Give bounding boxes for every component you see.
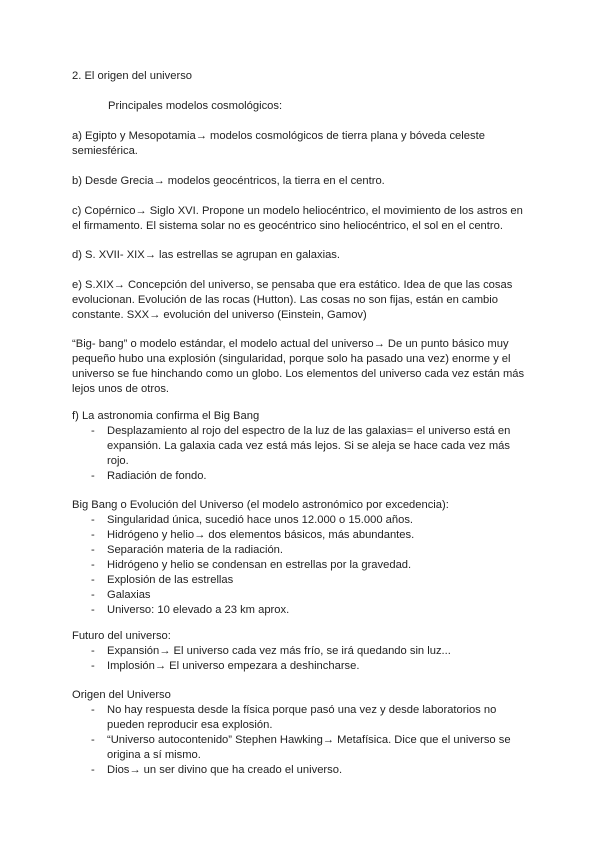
subtitle: Principales modelos cosmológicos: [108, 100, 283, 112]
list-item: - Hidrógeno y helio se condensan en estrellas por la gravedad. [72, 558, 532, 573]
list-item: - Dios→ un ser divino que ha creado el universo. [72, 763, 532, 778]
list-item: - Desplazamiento al rojo del espectro de la luz de las galaxias= el universo está en expansión. La galaxia cada vez está más lejos. Si se aleja se hace cada vez más rojo. [72, 424, 532, 469]
list-item: - No hay respuesta desde la física porque pasó una vez y desde laboratorios no pueden reproducir esa explosión. [72, 703, 532, 733]
list-item: - Galaxias [72, 588, 532, 603]
model-c: c) Copérnico→ Siglo XVI. Propone un modelo heliocéntrico, el movimiento de los astros en el firmamento. El sistema solar no es geocéntrico sino heliocéntrico, el sol en el centro. [72, 205, 523, 232]
list-item: - Separación materia de la radiación. [72, 543, 532, 558]
evolution-list [72, 513, 532, 618]
list-item: - Singularidad única, sucedió hace unos 12.000 o 15.000 años. [72, 513, 532, 528]
future-heading: Futuro del universo: [72, 630, 171, 642]
bigbang-paragraph: “Big- bang” o modelo estándar, el modelo actual del universo→ De un punto básico muy pequeño hubo una explosión (singularidad, porque solo ha pasado una vez) enorme y el universo se fue hinchando como un globo. Los elementos del universo cada vez están más lejos unos de otros. [72, 338, 525, 395]
origin-list [72, 703, 532, 778]
model-a: a) Egipto y Mesopotamia→ modelos cosmológicos de tierra plana y bóveda celeste semiesférica. [72, 130, 485, 157]
list-item: - Expansión→ El universo cada vez más frío, se irá quedando sin luz... [72, 644, 532, 659]
model-e: e) S.XIX→ Concepción del universo, se pensaba que era estático. Idea de que las cosas evolucionan. Evolución de las rocas (Hutton). Las cosas no son fijas, están en cambio constante. SXX→ evolución del universo (Einstein, Gamov) [72, 279, 513, 321]
model-b: b) Desde Grecia→ modelos geocéntricos, la tierra en el centro. [72, 175, 385, 187]
section-title: 2. El origen del universo [72, 70, 193, 82]
origin-heading: Origen del Universo [72, 689, 171, 701]
list-item: - Implosión→ El universo empezara a deshincharse. [72, 659, 532, 674]
list-item: - Explosión de las estrellas [72, 573, 532, 588]
future-list [72, 644, 532, 674]
astronomy-heading: f) La astronomia confirma el Big Bang [72, 410, 260, 422]
astronomy-list [72, 424, 532, 484]
model-d: d) S. XVII- XIX→ las estrellas se agrupan en galaxias. [72, 249, 341, 261]
list-item: - Hidrógeno y helio→ dos elementos básicos, más abundantes. [72, 528, 532, 543]
evolution-heading: Big Bang o Evolución del Universo (el modelo astronómico por excedencia): [72, 499, 449, 511]
list-item: - “Universo autocontenido” Stephen Hawking→ Metafísica. Dice que el universo se origina a sí mismo. [72, 733, 532, 763]
list-item: - Universo: 10 elevado a 23 km aprox. [72, 603, 532, 618]
list-item: - Radiación de fondo. [72, 469, 532, 484]
